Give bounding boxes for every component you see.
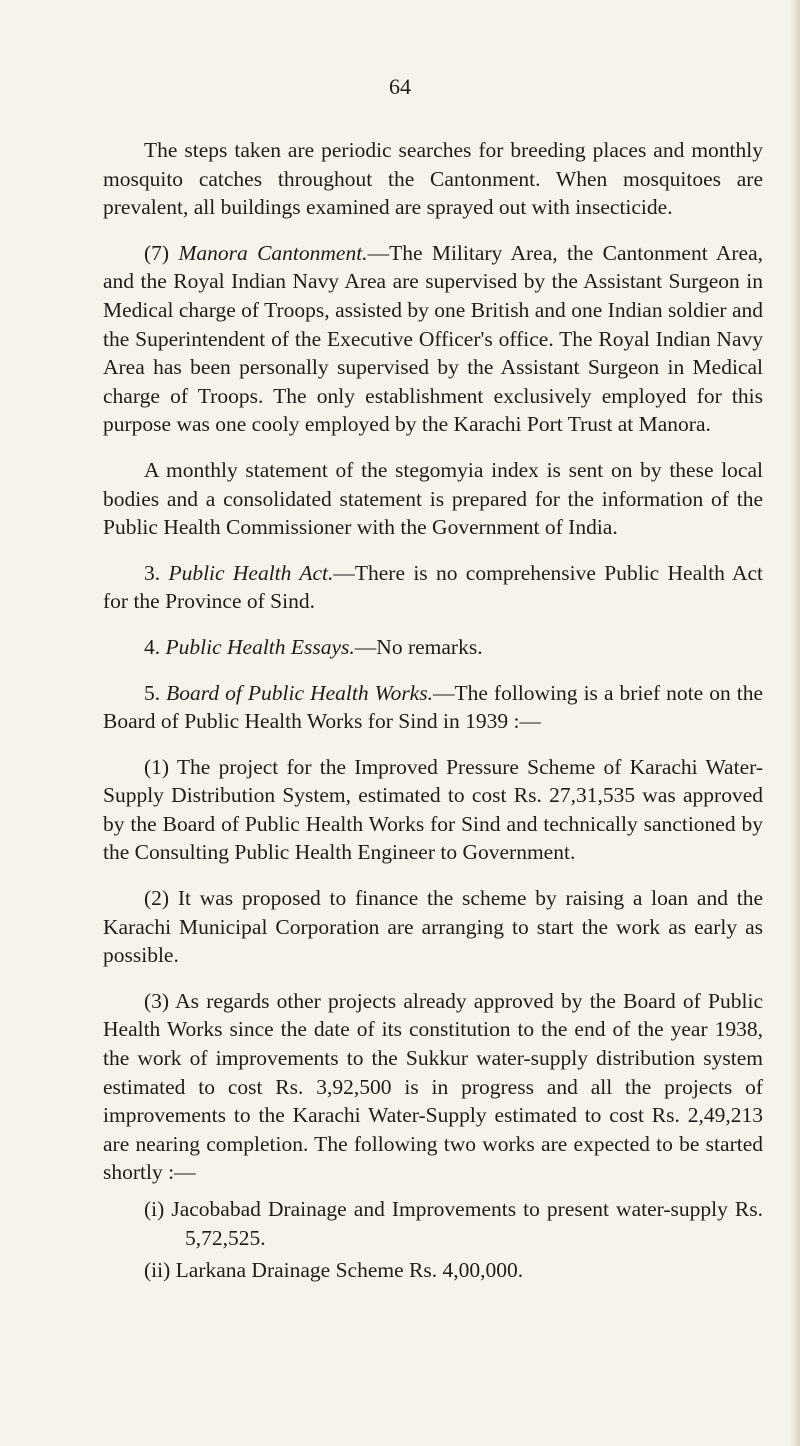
page-number: 64 — [389, 74, 411, 99]
paragraph-breeding-places: The steps taken are periodic searches for breeding places and monthly mosquito catches throughout the Cantonment. When mosquitoes are prevalent, all buildings examined are sprayed out with insecticide. — [103, 138, 763, 220]
paragraph-board-of-public-health-works — [103, 679, 763, 736]
list-item: (ii) Larkana Drainage Scheme Rs. 4,00,000. — [144, 1258, 524, 1283]
section-text: —There is no comprehensive Public Health Act for the Province of Sind. — [103, 560, 764, 614]
section-heading: Public Health Act. — [168, 560, 334, 585]
paragraph-stegomyia-index: A monthly statement of the stegomyia index is sent on by these local bodies and a consolidated statement is prepared for the information of the Public Health Commissioner with the Government of India. — [103, 457, 763, 540]
paragraph-improved-pressure-scheme: (1) The project for the Improved Pressure Scheme of Karachi Water-Supply Distribution System, estimated to cost Rs. 27,31,535 was approved by the Board of Public Health Works for Sind and technically sanctioned by the Consulting Public Health Engineer to Government. — [103, 754, 763, 865]
paragraph-other-projects: (3) As regards other projects already approved by the Board of Public Health Works since the date of its constitution to the end of the year 1938, the work of improvements to the Sukkur water-supply distribution system estimated to cost Rs. 3,92,500 is in progress and all the projects of improvements to the Karachi Water-Supply estimated to cost Rs. 2,49,213 are nearing completion. The following two works are expected to be started shortly :— — [103, 988, 763, 1185]
paragraph-loan-financing: (2) It was proposed to finance the scheme by raising a loan and the Karachi Municipal Corporation are arranging to start the work as early as possible. — [103, 886, 763, 968]
paragraph-manora-cantonment — [103, 239, 763, 439]
paragraph-public-health-essays — [103, 633, 763, 662]
section-heading: Public Health Essays. — [165, 634, 355, 659]
section-text: —The Military Area, the Cantonment Area, and the Royal Indian Navy Area are supervised by the Assistant Surgeon in Medical charge of Troops, assisted by one British and one Indian soldier and the Superintendent of the Executive Officer's office. The Royal Indian Navy Area has been personally supervised by the Assistant Surgeon in Medical charge of Troops. The only establishment exclusively employed for this purpose was one cooly employed by the Karachi Port Trust at Manora. — [103, 240, 764, 437]
document-body — [103, 136, 763, 1285]
section-heading: Board of Public Health Works. — [166, 680, 433, 705]
works-list — [103, 1195, 763, 1285]
section-text: —No remarks. — [354, 634, 483, 659]
section-heading: Manora Cantonment. — [178, 240, 368, 265]
section-number: 4. — [144, 634, 161, 659]
paragraph-public-health-act — [103, 559, 763, 616]
section-text: —The following is a brief note on the Board of Public Health Works for Sind in 1939 :— — [103, 680, 763, 734]
section-number: (7) — [144, 240, 170, 265]
page-edge — [790, 0, 800, 1446]
section-number: 5. — [144, 680, 161, 705]
section-number: 3. — [144, 560, 161, 585]
list-item: (i) Jacobabad Drainage and Improvements to present water-supply Rs. 5,72,525. — [144, 1197, 763, 1250]
